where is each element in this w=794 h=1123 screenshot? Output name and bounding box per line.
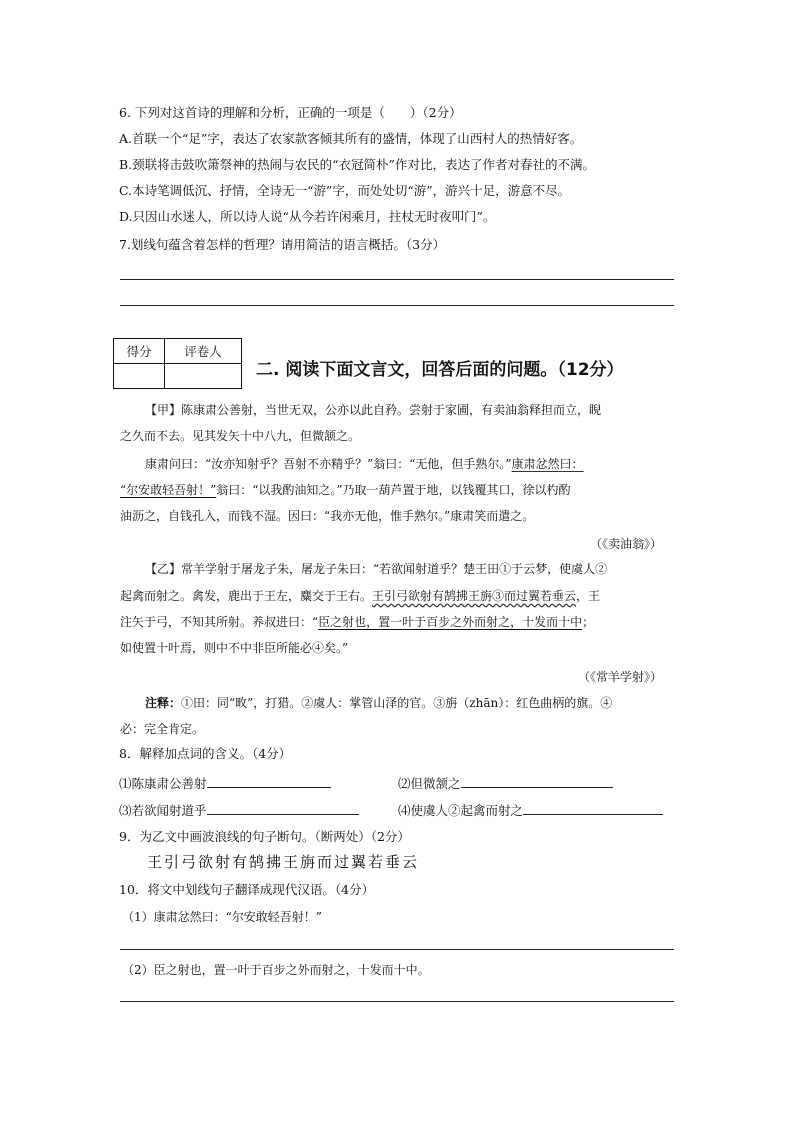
score-table — [113, 338, 242, 389]
q9-sentence: 王引弓欲射有鹄拂王旃而过翼若垂云 — [147, 853, 420, 871]
underlined-sentence-2: 臣之射也，置一叶于百步之外而射之，十发而十中 — [318, 615, 583, 629]
passage-yi-line-1: 【乙】常羊学射于屠龙子朱，屠龙子朱曰：“若欲闻射道乎？楚王田①于云梦，使虞人② — [145, 562, 608, 576]
q8-item-4 — [398, 802, 663, 819]
q8-item-2-blank[interactable] — [461, 775, 613, 788]
q9-stem: 9．为乙文中画波浪线的句子断句。（断两处）（2分） — [119, 829, 410, 844]
passage-yi-line-2-end: ，王 — [576, 589, 601, 603]
q8-item-1 — [119, 775, 331, 792]
underlined-sentence-1b: “尔安敢轻吾射！” — [120, 483, 217, 497]
q8-item-3-blank[interactable] — [207, 802, 359, 815]
wavy-sentence: 王引弓欲射有鹄拂王旃③而过翼若垂云 — [372, 589, 577, 603]
q8-item-2 — [398, 775, 613, 792]
q6-option-a: A.首联一个“足”字，表达了农家款客倾其所有的盛情，体现了山西村人的热情好客。 — [119, 131, 583, 146]
passage-yi-line-4: 如使置十叶焉，则中不中非臣所能必④矣。” — [120, 641, 349, 655]
passage-yi-line-3-end: ； — [582, 615, 595, 629]
passage-jia-line-3 — [145, 456, 584, 472]
q10-answer-line-2[interactable] — [120, 1001, 674, 1002]
q6-option-c: C.本诗笔调低沉、抒情，全诗无一“游”字，而处处切“游”，游兴十足，游意不尽。 — [119, 183, 571, 198]
q6-option-d: D.只因山水迷人，所以诗人说“从今若许闲乘月，拄杖无时夜叩门”。 — [119, 209, 496, 224]
grader-cell[interactable] — [165, 364, 242, 389]
notes-line-1 — [145, 695, 612, 711]
passage-yi-line-3-text: 注矢于弓，不知其所射。养叔进曰：“ — [120, 615, 319, 629]
q7-answer-line-2[interactable] — [120, 305, 674, 306]
passage-yi-line-2-text: 起禽而射之。禽发，鹿出于王左，麋交于王右。 — [120, 589, 373, 603]
passage-jia-line-1: 【甲】陈康肃公善射，当世无双，公亦以此自矜。尝射于家圃，有卖油翁释担而立，睨 — [145, 403, 602, 417]
score-header: 得分 — [114, 339, 165, 364]
grader-header: 评卷人 — [165, 339, 242, 364]
q6-stem: 6. 下列对这首诗的理解和分析，正确的一项是（ ）（2分） — [119, 105, 462, 120]
q8-item-2-text: ⑵但微颔之 — [398, 776, 461, 791]
passage-jia-line-4-text: 翁曰：“以我酌油知之。”乃取一葫芦置于地，以钱覆其口，徐以杓酌 — [216, 483, 571, 497]
passage-jia-line-4 — [120, 482, 571, 498]
q8-item-4-blank[interactable] — [523, 802, 663, 815]
passage-jia-line-5: 油沥之，自钱孔入，而钱不湿。因曰：“我亦无他，惟手熟尔。”康肃笑而遣之。 — [120, 509, 535, 523]
notes-line-2: 必：完全肯定。 — [120, 722, 205, 736]
passage-yi-line-2 — [120, 588, 600, 604]
q8-item-3 — [119, 802, 359, 819]
q8-item-1-text: ⑴陈康肃公善射 — [119, 776, 207, 791]
notes-label: 注释： — [145, 696, 182, 710]
q10-sentence-1: （1）康肃忿然曰：“尔安敢轻吾射！” — [122, 910, 322, 924]
q10-stem: 10．将文中划线句子翻译成现代汉语。（4分） — [119, 882, 375, 897]
q8-item-3-text: ⑶若欲闻射道乎 — [119, 803, 207, 818]
passage-jia-line-2: 之久而不去。见其发矢十中八九，但微颔之。 — [120, 429, 361, 443]
q10-sentence-2: （2）臣之射也，置一叶于百步之外而射之，十发而十中。 — [122, 963, 430, 977]
passage-jia-line-3-text: 康肃问曰：“汝亦知射乎？吾射不亦精乎？”翁曰：“无他，但手熟尔。” — [145, 457, 512, 471]
passage-jia-source: （《卖油翁》） — [590, 537, 663, 551]
notes-text-1: ①田：同“畋”，打猎。②虞人：掌管山泽的官。③旃（zhān）：红色曲柄的旗。④ — [181, 696, 613, 710]
q10-answer-line-1[interactable] — [120, 949, 674, 950]
underlined-sentence-1a: 康肃忿然曰： — [511, 457, 584, 471]
passage-yi-source: （《常羊学射》） — [578, 670, 663, 684]
q7-answer-line-1[interactable] — [120, 279, 674, 280]
q8-item-4-text: ⑷使虞人②起禽而射之 — [398, 803, 524, 818]
score-cell[interactable] — [114, 364, 165, 389]
q7-stem: 7.划线句蕴含着怎样的哲理？请用简洁的语言概括。（3分） — [119, 237, 446, 252]
passage-yi-line-3 — [120, 614, 594, 630]
q6-option-b: B.颈联将击鼓吹箫祭神的热闹与农民的“衣冠简朴”作对比，表达了作者对春社的不满。 — [119, 157, 595, 172]
section-2-title: 二. 阅读下面文言文，回答后面的问题。（12分） — [256, 360, 624, 380]
q8-stem: 8．解释加点词的含义。（4分） — [119, 746, 292, 761]
q8-item-1-blank[interactable] — [207, 775, 331, 788]
